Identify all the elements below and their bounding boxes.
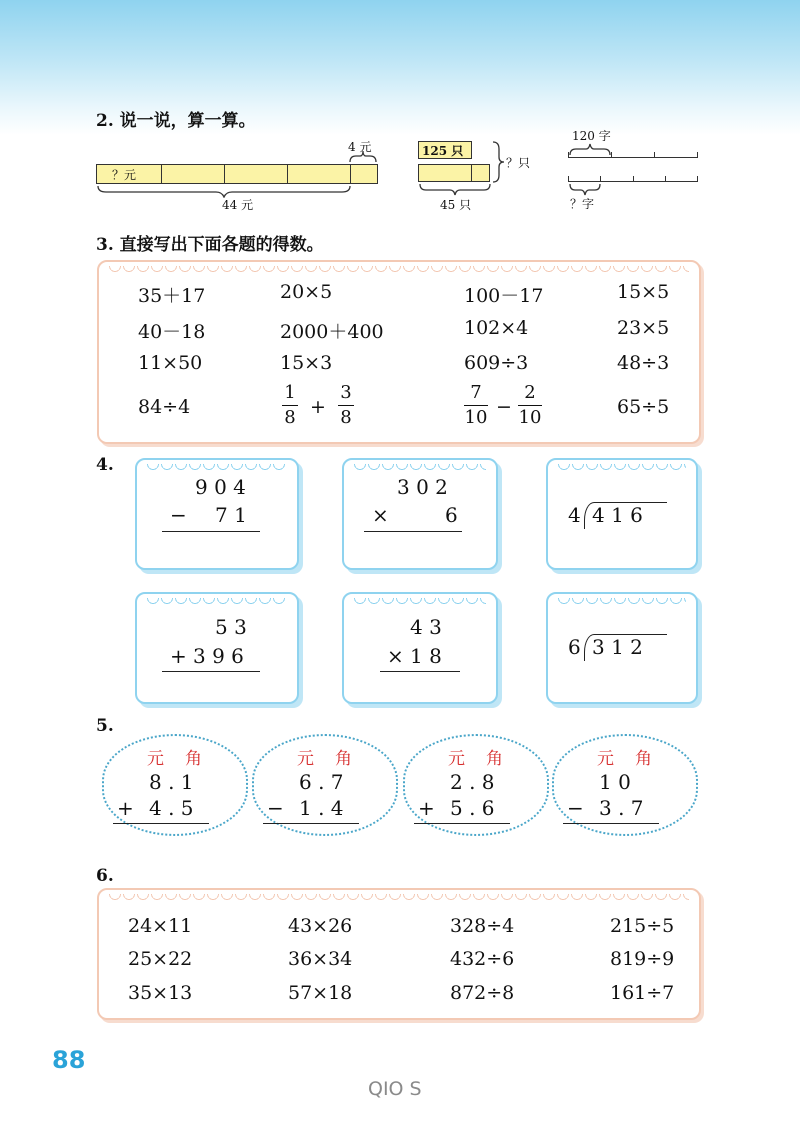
diagram1-brace-top [348, 150, 378, 164]
math-item: 609÷3 [464, 352, 529, 374]
math-item: 23×5 [617, 317, 670, 339]
money-operator: + [117, 796, 134, 820]
section-2-heading [96, 106, 256, 131]
unit-jiao-label: 角 [635, 749, 652, 769]
math-item: 35＋17 [138, 285, 206, 307]
diagram2-label-right: ？只 [506, 156, 531, 170]
money-rule [563, 823, 659, 824]
vertical-rule [380, 671, 460, 672]
math-item: 36×34 [288, 948, 353, 970]
math-item: 15×5 [617, 281, 670, 303]
diagram1-bar [96, 164, 378, 184]
fraction-numerator: 7 [470, 382, 482, 403]
diagram3-tick [697, 152, 698, 158]
money-bottom: 1 . 4 [299, 796, 344, 820]
fraction-numerator: 1 [284, 382, 296, 403]
math-item: 25×22 [128, 948, 193, 970]
diagram1-divider [287, 165, 288, 183]
card-scallop-edge [109, 894, 689, 902]
math-item: 215÷5 [610, 915, 675, 937]
unit-yuan-label: 元 [297, 749, 314, 769]
math-item: 100－17 [464, 285, 544, 307]
vertical-operator: × [387, 644, 404, 668]
math-item: 432÷6 [450, 948, 515, 970]
unit-jiao-label: 角 [335, 749, 352, 769]
diagram2-brace-right [492, 141, 506, 183]
vertical-top: 4 3 [410, 615, 442, 639]
diagram2-divider [471, 165, 472, 181]
vertical-operator: − [170, 503, 187, 527]
long-division-divisor: 4 [568, 503, 581, 527]
unit-yuan-label: 元 [448, 749, 465, 769]
diagram1-divider [224, 165, 225, 183]
math-item: 161÷7 [610, 982, 675, 1004]
section-5-number: 5. [96, 716, 114, 736]
diagram3-brace-top [568, 143, 612, 157]
diagram3-tick [611, 152, 612, 158]
vertical-rule [162, 671, 260, 672]
unit-yuan-label: 元 [597, 749, 614, 769]
page-number: 88 [52, 1046, 86, 1074]
vertical-top: 3 0 2 [397, 475, 448, 499]
vertical-bottom: 1 8 [410, 644, 442, 668]
diagram1-label-bar: ？元 [112, 168, 137, 182]
vertical-top: 5 3 [215, 615, 247, 639]
money-operator: − [267, 796, 284, 820]
math-item: 872÷8 [450, 982, 515, 1004]
operator: − [496, 396, 512, 418]
diagram1-label-top: 4 元 [348, 140, 372, 154]
unit-jiao-label: 角 [185, 749, 202, 769]
diagram3-brace-bottom [568, 182, 602, 196]
money-top: 8 . 1 [149, 770, 194, 794]
diagram3-tick [568, 152, 569, 158]
math-item: 48÷3 [617, 352, 670, 374]
money-bottom: 3 . 7 [599, 796, 644, 820]
fraction [282, 382, 298, 429]
vertical-rule [364, 531, 462, 532]
vertical-operator: × [372, 503, 389, 527]
math-item: 11×50 [138, 352, 203, 374]
math-item: 2000＋400 [280, 321, 384, 343]
diagram2-label-top: 125 只 [422, 144, 464, 158]
money-operator: + [418, 796, 435, 820]
fraction [518, 382, 542, 429]
vertical-top: 9 0 4 [195, 475, 246, 499]
diagram3-tick [665, 176, 666, 182]
section-3-title: 直接写出下面各题的得数。 [119, 235, 324, 255]
money-top: 1 0 [599, 770, 631, 794]
math-item: 328÷4 [450, 915, 515, 937]
long-division-divisor: 6 [568, 635, 581, 659]
diagram2-bar-bottom [418, 164, 490, 182]
money-rule [263, 823, 359, 824]
operator: + [310, 396, 326, 418]
money-bottom: 4 . 5 [149, 796, 194, 820]
fraction-denominator: 8 [284, 407, 296, 428]
money-rule [414, 823, 510, 824]
vertical-bottom: 3 9 6 [193, 644, 244, 668]
vertical-operator: + [170, 644, 187, 668]
section-2-number: 2. [96, 111, 114, 131]
fraction-denominator: 8 [340, 407, 352, 428]
diagram1-divider [161, 165, 162, 183]
math-item: 24×11 [128, 915, 193, 937]
watermark-text: QIO S [368, 1078, 422, 1100]
diagram2-label-bottom: 45 只 [440, 198, 472, 212]
fraction-numerator: 3 [340, 382, 352, 403]
diagram2-brace-bottom [418, 182, 492, 196]
diagram3-line-top [568, 157, 698, 158]
diagram3-tick [654, 152, 655, 158]
fraction [338, 382, 354, 429]
math-item: 20×5 [280, 281, 333, 303]
long-division-dividend: 3 1 2 [592, 635, 643, 659]
diagram3-label-top: 120 字 [572, 129, 611, 143]
unit-jiao-label: 角 [486, 749, 503, 769]
section-3-heading [96, 230, 324, 255]
math-item: 15×3 [280, 352, 333, 374]
math-item: 84÷4 [138, 396, 191, 418]
money-top: 2 . 8 [450, 770, 495, 794]
fraction-numerator: 2 [524, 382, 536, 403]
math-item: 65÷5 [617, 396, 670, 418]
vertical-bottom: 6 [445, 503, 458, 527]
fraction-denominator: 10 [518, 407, 542, 428]
diagram1-divider [350, 165, 351, 183]
section-3-number: 3. [96, 235, 114, 255]
long-division-dividend: 4 1 6 [592, 503, 643, 527]
section-6-number: 6. [96, 866, 114, 886]
diagram3-tick [697, 176, 698, 182]
unit-yuan-label: 元 [147, 749, 164, 769]
fraction-denominator: 10 [464, 407, 488, 428]
money-top: 6 . 7 [299, 770, 344, 794]
math-item: 102×4 [464, 317, 529, 339]
card-scallop-edge [109, 266, 689, 274]
fraction [464, 382, 488, 429]
section-4-number: 4. [96, 455, 114, 475]
vertical-bottom: 7 1 [215, 503, 247, 527]
math-item: 57×18 [288, 982, 353, 1004]
diagram3-tick [633, 176, 634, 182]
diagram1-label-bottom: 44 元 [222, 198, 254, 212]
money-rule [113, 823, 209, 824]
math-item: 43×26 [288, 915, 353, 937]
money-operator: − [567, 796, 584, 820]
section-2-title: 说一说，算一算。 [119, 111, 256, 131]
math-item: 40－18 [138, 321, 206, 343]
vertical-rule [162, 531, 260, 532]
money-bottom: 5 . 6 [450, 796, 495, 820]
math-item: 819÷9 [610, 948, 675, 970]
math-item: 35×13 [128, 982, 193, 1004]
diagram3-label-bottom: ？字 [570, 197, 595, 211]
